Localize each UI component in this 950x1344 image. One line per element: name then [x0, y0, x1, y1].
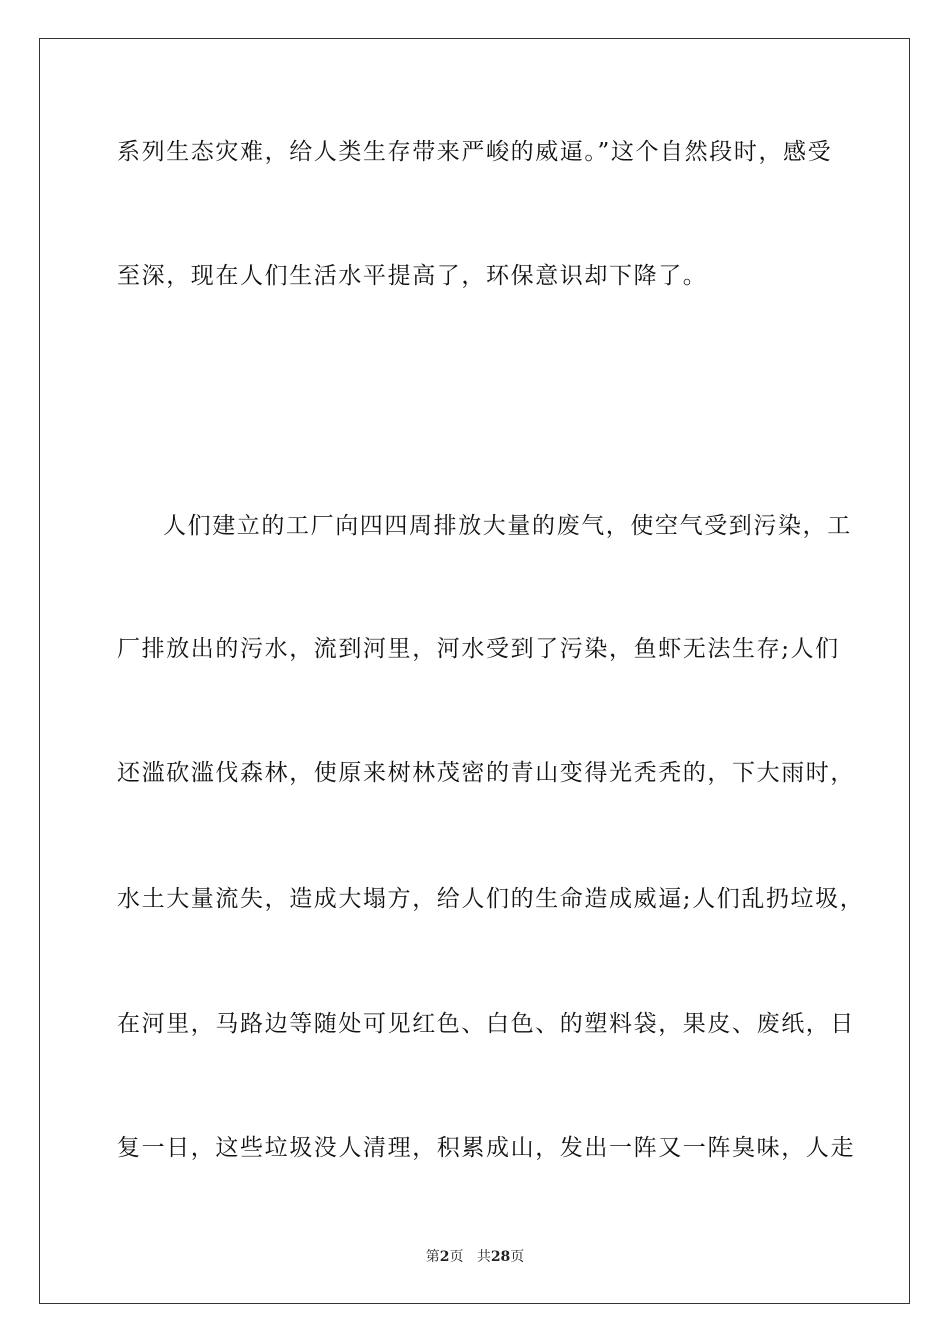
- page-number-prefix: 第: [425, 1249, 440, 1265]
- text-line: 水土大量流失，造成大塌方，给人们的生命造成威逼;人们乱扔垃圾，: [117, 886, 865, 912]
- page-total-prefix: 共: [476, 1249, 491, 1265]
- page-total-suffix: 页: [510, 1249, 525, 1265]
- page-footer: [0, 1248, 950, 1266]
- page-total: 28: [490, 1249, 511, 1265]
- page-border: [39, 38, 910, 1304]
- text-line: 至深，现在人们生活水平提高了，环保意识却下降了。: [117, 263, 708, 289]
- page-number-suffix: 页: [449, 1249, 464, 1265]
- page-number-current: 2: [439, 1249, 450, 1265]
- text-line: 复一日，这些垃圾没人清理，积累成山，发出一阵又一阵臭味，人走: [117, 1135, 855, 1161]
- text-line: 系列生态灾难，给人类生存带来严峻的威逼。”这个自然段时，感受: [117, 139, 833, 165]
- text-line: 在河里，马路边等随处可见红色、白色、的塑料袋，果皮、废纸，日: [117, 1011, 855, 1037]
- paragraph-first-line: 人们建立的工厂向四四周排放大量的废气，使空气受到污染，工: [163, 513, 852, 539]
- text-line: 还滥砍滥伐森林，使原来树林茂密的青山变得光秃秃的，下大雨时，: [117, 760, 855, 786]
- text-line: 厂排放出的污水，流到河里，河水受到了污染，鱼虾无法生存;人们: [117, 636, 840, 662]
